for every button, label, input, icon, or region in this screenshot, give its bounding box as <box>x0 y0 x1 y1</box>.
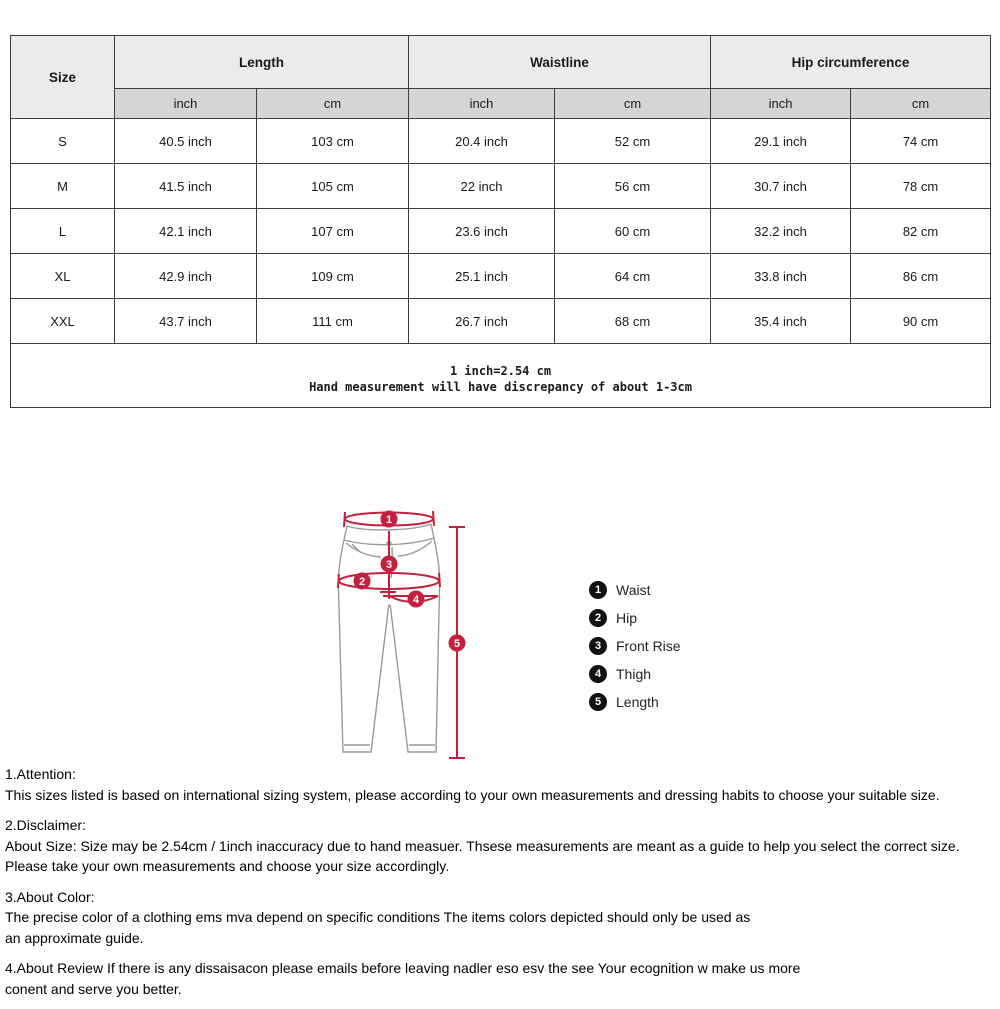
note-attention-heading: 1.Attention: <box>5 766 76 782</box>
note-about-color-line-1: The precise color of a clothing ems mva depend on specific conditions The items colors depicted should only be used as <box>5 909 751 925</box>
size-label: XXL <box>11 299 115 344</box>
note-about-review-line-1: 4.About Review If there is any dissaisacon please emails before leaving nadler eso esv the see Your ecognition w make us more <box>5 960 801 976</box>
legend-badge-1: 1 <box>589 581 607 599</box>
table-cell: 41.5 inch <box>115 164 257 209</box>
table-cell: 107 cm <box>257 209 409 254</box>
table-row-s <box>11 119 991 164</box>
table-cell: 111 cm <box>257 299 409 344</box>
legend-label-hip: Hip <box>616 610 638 626</box>
table-cell: 32.2 inch <box>711 209 851 254</box>
table-cell: 40.5 inch <box>115 119 257 164</box>
badge-length-number: 5 <box>453 638 461 650</box>
table-cell: 23.6 inch <box>409 209 555 254</box>
legend-badge-5: 5 <box>589 693 607 711</box>
note-about-review <box>5 958 997 999</box>
note-attention-line: This sizes listed is based on international sizing system, please according to your own measurements and dressing habits to choose your suitable size. <box>5 786 940 803</box>
measurement-lines <box>338 511 465 758</box>
note-disclaimer-heading: 2.Disclaimer: <box>5 817 86 833</box>
legend-label-front-rise: Front Rise <box>616 638 681 654</box>
table-cell: 64 cm <box>555 254 711 299</box>
table-cell: 42.9 inch <box>115 254 257 299</box>
table-cell: 42.1 inch <box>115 209 257 254</box>
badge-front-rise-number: 3 <box>385 559 393 571</box>
legend-badge-2: 2 <box>589 609 607 627</box>
table-cell: 105 cm <box>257 164 409 209</box>
unit-header: cm <box>257 89 409 119</box>
pants-measurement-diagram <box>296 496 500 772</box>
column-header-waistline: Waistline <box>409 36 711 89</box>
legend-item-waist <box>589 581 681 599</box>
notes-section <box>5 764 997 1009</box>
column-header-size: Size <box>11 36 115 119</box>
note-disclaimer-line-2: Please take your own measurements and choose your size accordingly. <box>5 858 450 874</box>
note-discrepancy: Hand measurement will have discrepancy of about 1-3cm <box>309 379 692 394</box>
legend-label-waist: Waist <box>616 582 651 598</box>
unit-header: inch <box>711 89 851 119</box>
note-disclaimer-line-1: About Size: Size may be 2.54cm / 1inch inaccuracy due to hand measuer. Thsese measurements are meant as a guide to help you select the correct size. <box>5 837 960 854</box>
table-cell: 35.4 inch <box>711 299 851 344</box>
table-note <box>11 344 991 408</box>
size-label: S <box>11 119 115 164</box>
table-row-l <box>11 209 991 254</box>
table-cell: 103 cm <box>257 119 409 164</box>
table-cell: 90 cm <box>851 299 991 344</box>
table-group-header-row <box>11 36 991 89</box>
note-attention <box>5 764 997 805</box>
table-cell: 109 cm <box>257 254 409 299</box>
size-chart-table <box>10 35 991 408</box>
measurement-badges <box>354 511 466 652</box>
column-header-hip: Hip circumference <box>711 36 991 89</box>
unit-header: cm <box>555 89 711 119</box>
legend-item-thigh <box>589 665 681 683</box>
column-header-length: Length <box>115 36 409 89</box>
legend-item-hip <box>589 609 681 627</box>
legend-badge-4: 4 <box>589 665 607 683</box>
table-cell: 56 cm <box>555 164 711 209</box>
table-cell: 78 cm <box>851 164 991 209</box>
table-cell: 30.7 inch <box>711 164 851 209</box>
table-cell: 60 cm <box>555 209 711 254</box>
table-cell: 20.4 inch <box>409 119 555 164</box>
note-about-color <box>5 887 997 949</box>
size-label: L <box>11 209 115 254</box>
unit-header: inch <box>115 89 257 119</box>
table-cell: 68 cm <box>555 299 711 344</box>
table-cell: 22 inch <box>409 164 555 209</box>
table-row-m <box>11 164 991 209</box>
table-row-xxl <box>11 299 991 344</box>
badge-thigh-number: 4 <box>412 594 420 606</box>
table-cell: 86 cm <box>851 254 991 299</box>
size-label: M <box>11 164 115 209</box>
table-unit-header-row <box>11 89 991 119</box>
note-about-color-heading: 3.About Color: <box>5 888 95 905</box>
badge-hip-number: 2 <box>358 576 366 588</box>
table-cell: 43.7 inch <box>115 299 257 344</box>
unit-header: inch <box>409 89 555 119</box>
table-cell: 25.1 inch <box>409 254 555 299</box>
table-cell: 82 cm <box>851 209 991 254</box>
note-disclaimer <box>5 815 997 877</box>
note-conversion: 1 inch=2.54 cm <box>449 363 552 378</box>
unit-header: cm <box>851 89 991 119</box>
legend-item-front-rise <box>589 637 681 655</box>
note-about-review-line-2: conent and serve you better. <box>5 980 182 997</box>
table-note-row <box>11 344 991 408</box>
legend-label-thigh: Thigh <box>616 666 652 682</box>
table-cell: 52 cm <box>555 119 711 164</box>
size-label: XL <box>11 254 115 299</box>
table-cell: 33.8 inch <box>711 254 851 299</box>
legend-badge-3: 3 <box>589 637 607 655</box>
table-row-xl <box>11 254 991 299</box>
badge-waist-number: 1 <box>385 514 393 526</box>
note-about-color-line-2: an approximate guide. <box>5 929 144 946</box>
table-cell: 26.7 inch <box>409 299 555 344</box>
table-cell: 29.1 inch <box>711 119 851 164</box>
legend-item-length <box>589 693 681 711</box>
measurement-legend <box>589 581 681 711</box>
table-cell: 74 cm <box>851 119 991 164</box>
legend-label-length: Length <box>616 694 659 710</box>
